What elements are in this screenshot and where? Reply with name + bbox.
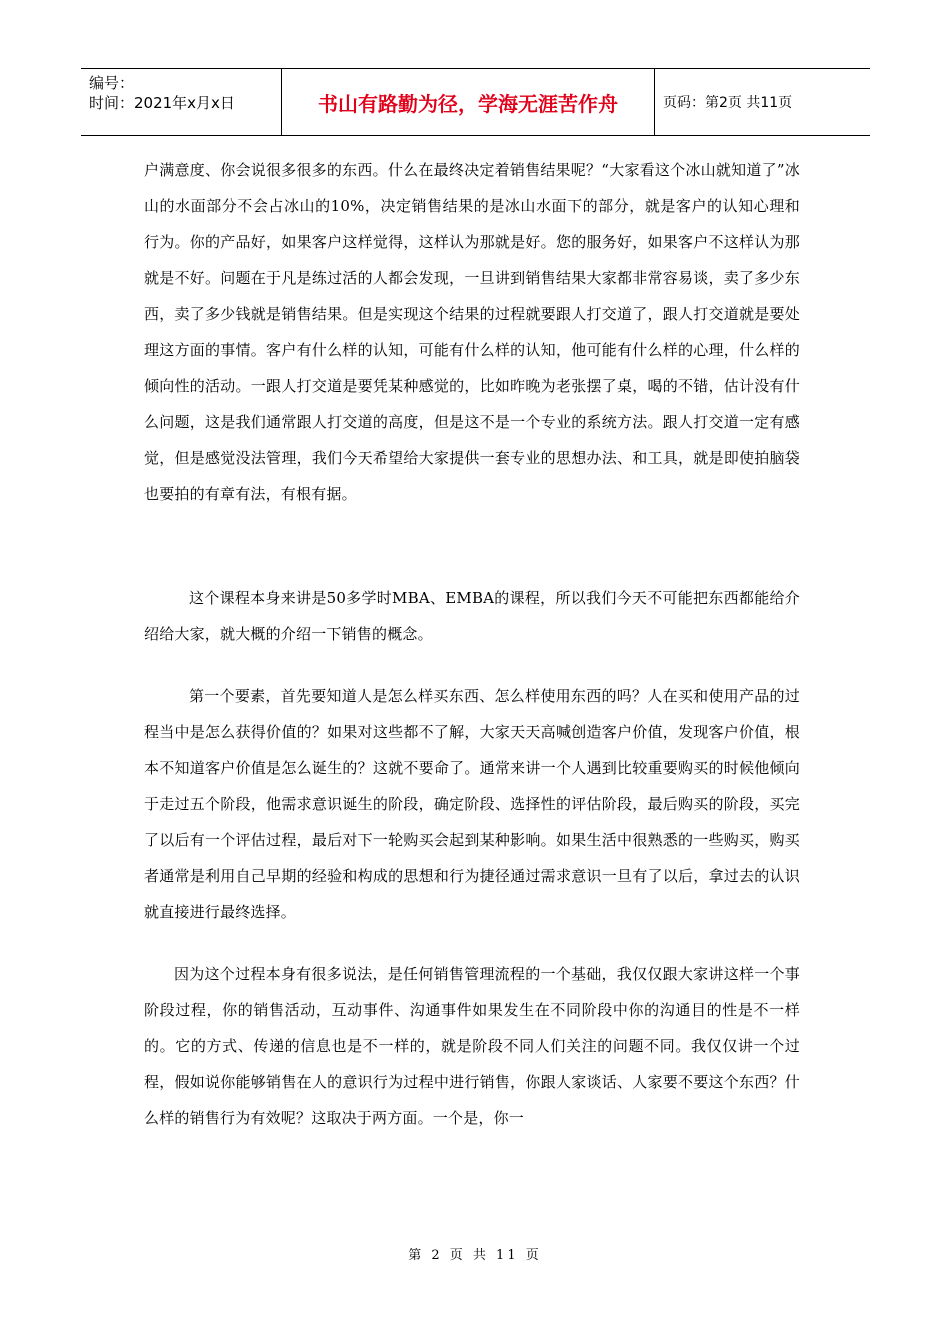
paragraph-2: 这个课程本身来讲是50多学时MBA、EMBA的课程，所以我们今天不可能把东西都能给介绍给大家，就大概的介绍一下销售的概念。 (144, 589, 800, 643)
spacer (144, 512, 800, 556)
paragraph-3: 第一个要素，首先要知道人是怎么样买东西、怎么样使用东西的吗？人在买和使用产品的过程当中是怎么获得价值的？如果对这些都不了解，大家天天高喊创造客户价值，发现客户价值，根本不知道客户价值是怎么诞生的？这就不要命了。通常来讲一个人遇到比较重要购买的时候他倾向于走过五个阶段，他需求意识诞生的阶段，确定阶段、选择性的评估阶段，最后购买的阶段，买完了以后有一个评估过程，最后对下一轮购买会起到某种影响。如果生活中很熟悉的一些购买，购买者通常是利用自己早期的经验和构成的思想和行为捷径通过需求意识一旦有了以后，拿过去的认识就直接进行最终选择。 (144, 687, 800, 921)
header-table (81, 68, 870, 136)
number-label: 编号： (89, 74, 135, 92)
page-footer: 第 2 页 共 11 页 (408, 1248, 542, 1263)
spacer (144, 556, 800, 580)
document-body (144, 152, 800, 1136)
paragraph-4: 因为这个过程本身有很多说法，是任何销售管理流程的一个基础，我仅仅跟大家讲这样一个事阶段过程，你的销售活动，互动事件、沟通事件如果发生在不同阶段中你的沟通目的性是不一样的。它的方式、传递的信息也是不一样的，就是阶段不同人们关注的问题不同。我仅仅讲一个过程，假如说你能够销售在人的意识行为过程中进行销售，你跟人家谈话、人家要不要这个东西？什么样的销售行为有效呢？这取决于两方面。一个是，你一 (144, 965, 800, 1127)
spacer (144, 652, 800, 678)
date-line: 时间：2021年x月x日 (89, 94, 235, 112)
paragraph-1: 户满意度、你会说很多很多的东西。什么在最终决定着销售结果呢？“大家看这个冰山就知道了”冰山的水面部分不会占冰山的10%，决定销售结果的是冰山水面下的部分，就是客户的认知心理和行为。你的产品好，如果客户这样觉得，这样认为那就是好。您的服务好，如果客户不这样认为那就是不好。问题在于凡是练过活的人都会发现，一旦讲到销售结果大家都非常容易谈，卖了多少东西，卖了多少钱就是销售结果。但是实现这个结果的过程就要跟人打交道了，跟人打交道就是要处理这方面的事情。客户有什么样的认知，可能有什么样的认知，他可能有什么样的心理，什么样的倾向性的活动。一跟人打交道是要凭某种感觉的，比如昨晚为老张摆了桌，喝的不错，估计没有什么问题，这是我们通常跟人打交道的高度，但是这不是一个专业的系统方法。跟人打交道一定有感觉，但是感觉没法管理，我们今天希望给大家提供一套专业的思想办法、和工具，就是即使拍脑袋也要拍的有章有法，有根有据。 (144, 161, 800, 503)
spacer (144, 930, 800, 956)
header-motto: 书山有路勤为径，学海无涯苦作舟 (281, 69, 655, 135)
header-page-info: 页码：第2页 共11页 (663, 95, 793, 111)
header-meta (81, 69, 281, 135)
